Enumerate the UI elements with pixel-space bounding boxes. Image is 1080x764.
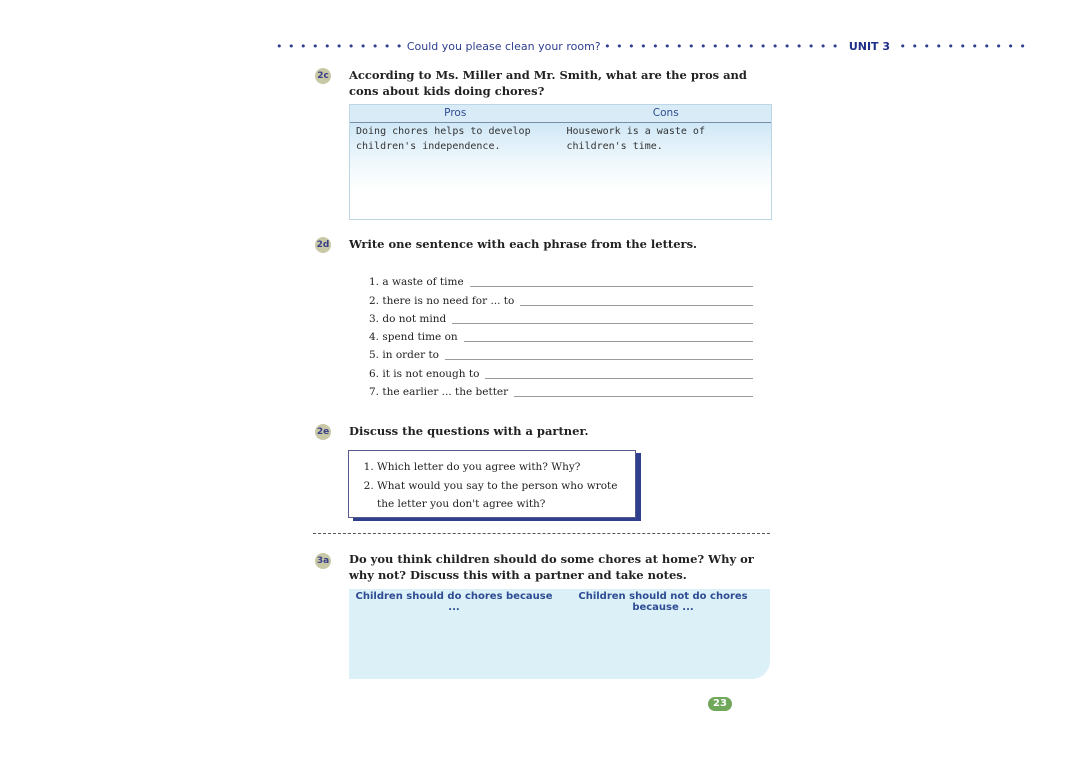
phrase-row [369,309,753,327]
phrase-row [369,272,753,290]
answer-line[interactable] [514,396,753,397]
answer-line[interactable] [470,286,753,287]
phrase-row [369,345,753,363]
pros-cell[interactable] [350,122,562,219]
cons-text: Housework is a waste of children's time. [566,126,705,152]
phrase-row [369,382,753,400]
question-3a: Do you think children should do some chores at home? Why or why not? Discuss this with a partner and take notes. [349,552,754,582]
phrase-label: 2. there is no need for ... to [369,294,515,307]
unit-label: UNIT 3 [848,40,891,53]
section-divider [313,533,770,534]
cons-cell[interactable] [561,122,772,219]
header-dots-mid: • • • • • • • • • • • • • • • • • • • • [604,40,840,53]
discussion-list [349,451,635,514]
phrase-label: 4. spend time on [369,331,458,344]
header-dots-left: • • • • • • • • • • • [276,40,404,53]
cons-header: Cons [561,105,772,122]
discussion-item: 2. What would you say to the person who wrote the letter you don't agree with? [377,477,625,514]
phrase-row [369,290,753,308]
section-badge-2e: 2e [315,424,331,440]
table-header-divider [350,122,771,123]
header-dots-right: • • • • • • • • • • • [899,40,1027,53]
answer-line[interactable] [485,378,753,379]
notes-heading-for: Children should do chores because ... [355,591,553,613]
discussion-box [348,450,636,518]
running-header [276,40,1027,54]
pros-header: Pros [350,105,561,122]
answer-line[interactable] [445,359,753,360]
discussion-item: 1. Which letter do you agree with? Why? [377,458,625,477]
section-badge-2c: 2c [315,68,331,84]
phrase-label: 6. it is not enough to [369,367,480,380]
section-badge-3a: 3a [315,553,331,569]
phrase-label: 1. a waste of time [369,276,464,289]
phrase-row [369,327,753,345]
answer-line[interactable] [464,341,753,342]
phrase-label: 3. do not mind [369,312,447,325]
answer-line[interactable] [452,323,753,324]
question-2e: Discuss the questions with a partner. [349,424,589,438]
notes-heading-against: Children should not do chores because ... [578,591,748,613]
answer-line[interactable] [520,305,753,306]
pros-text: Doing chores helps to develop children's independence. [356,126,531,152]
phrase-label: 7. the earlier ... the better [369,386,509,399]
pros-cons-table [349,104,772,220]
question-2d: Write one sentence with each phrase from the letters. [349,237,698,251]
page-number: 23 [708,697,732,711]
question-2c: According to Ms. Miller and Mr. Smith, what are the pros and cons about kids doing chores? [349,68,747,98]
header-title: Could you please clean your room? [406,40,601,53]
notes-area[interactable] [349,589,770,679]
section-badge-2d: 2d [315,237,331,253]
phrase-row [369,363,753,381]
phrase-list [369,272,753,400]
phrase-label: 5. in order to [369,349,439,362]
